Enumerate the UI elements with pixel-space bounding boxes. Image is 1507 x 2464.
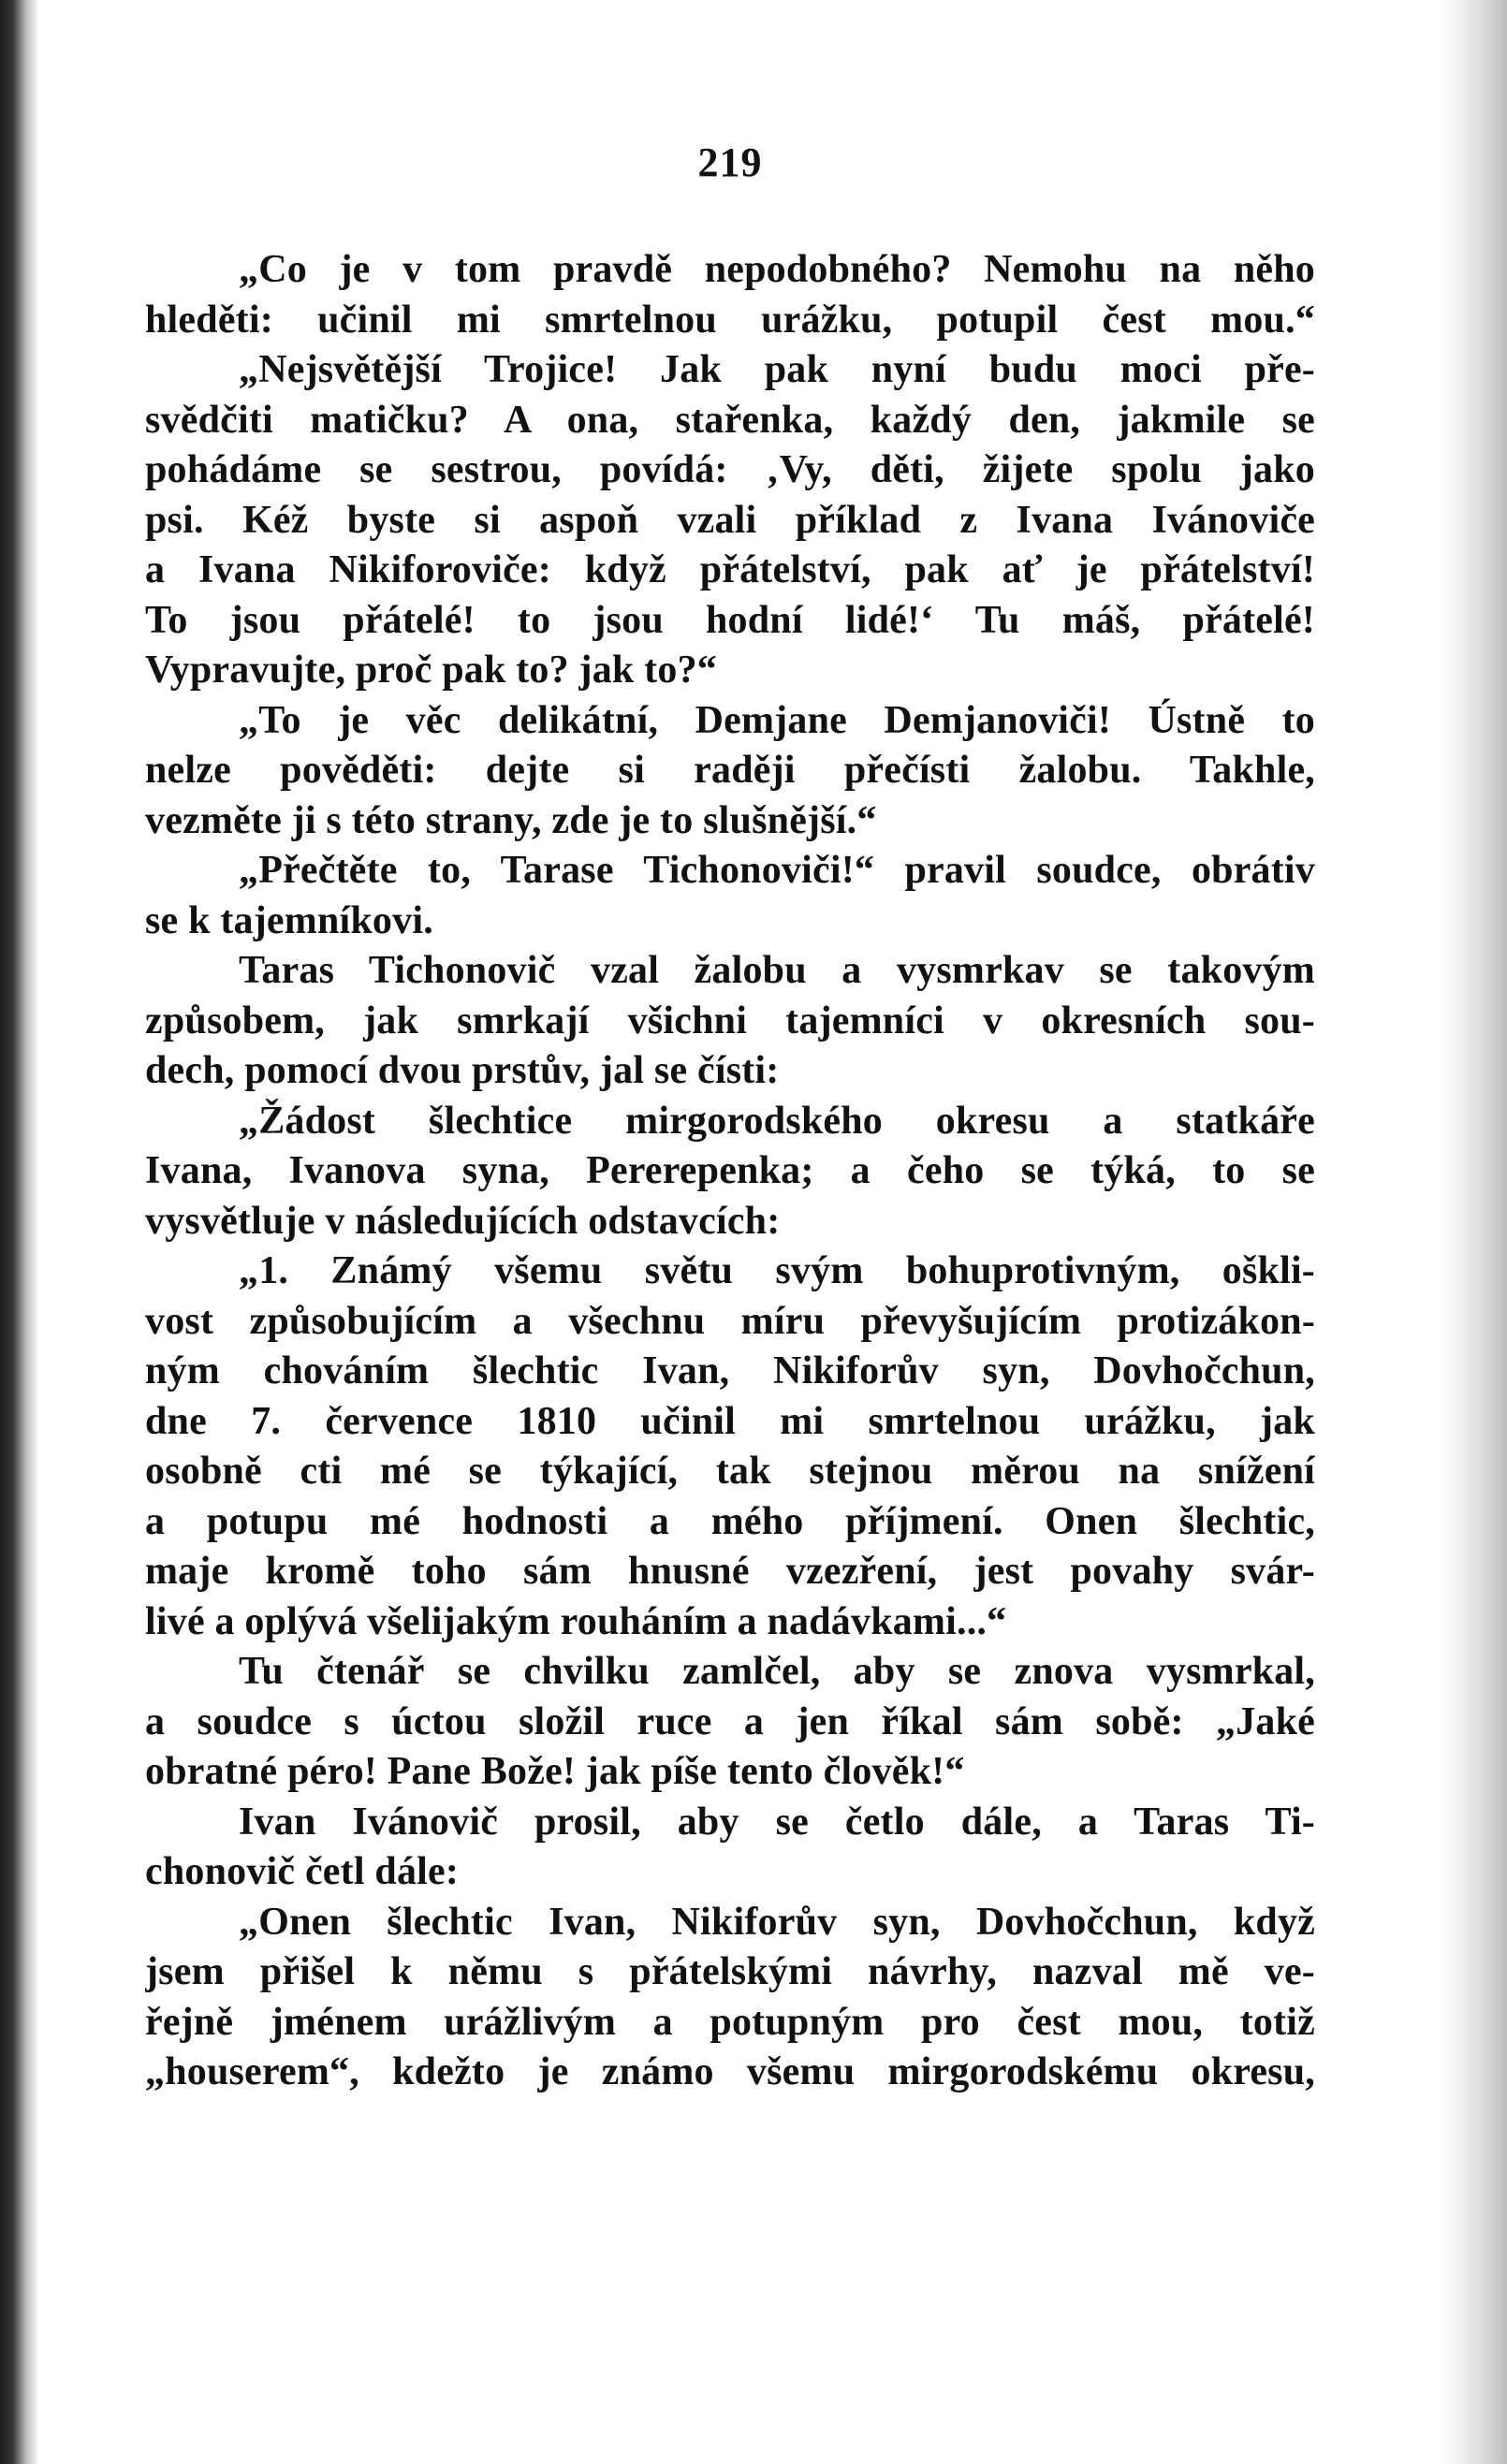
text-line: Vypravujte, proč pak to? jak to?“ xyxy=(145,649,717,692)
text-line: „Přečtěte to, Tarase Tichonoviči!“ pravil soudce, obrátiv xyxy=(239,849,1315,892)
text-line: osobně cti mé se týkající, tak stejnou měrou na snížení xyxy=(145,1450,1315,1493)
text-line: dech, pomocí dvou prstův, jal se čísti: xyxy=(145,1049,780,1092)
text-line: dne 7. července 1810 učinil mi smrtelnou urážku, jak xyxy=(145,1399,1315,1443)
scan-shadow-left xyxy=(0,0,37,2464)
text-line: vysvětluje v následujících odstavcích: xyxy=(145,1199,781,1243)
text-line: „houserem“, kdežto je známo všemu mirgorodskému okresu, xyxy=(145,2050,1315,2093)
text-line: maje kromě toho sám hnusné vzezření, jest povahy svár- xyxy=(145,1550,1315,1593)
text-line: livé a oplývá všelijakým rouháním a nadávkami...“ xyxy=(145,1599,1007,1643)
text-line: obratné péro! Pane Bože! jak píše tento člověk!“ xyxy=(145,1750,965,1793)
text-line: a soudce s úctou složil ruce a jen říkal sám sobě: „Jaké xyxy=(145,1699,1315,1743)
text-line: „Žádost šlechtice mirgorodského okresu a statkáře xyxy=(239,1099,1315,1143)
text-line: a Ivana Nikiforoviče: když přátelství, pak ať je přátelství! xyxy=(145,548,1315,591)
body-text xyxy=(145,245,1315,2098)
text-line: Ivan Ivánovič prosil, aby se četlo dále, a Taras Ti- xyxy=(239,1800,1315,1844)
text-line: „To je věc delikátní, Demjane Demjanoviči! Ústně to xyxy=(239,698,1315,742)
text-line: „1. Známý všemu světu svým bohuprotivným, oškli- xyxy=(239,1249,1315,1292)
text-line: „Nejsvětější Trojice! Jak pak nyní budu moci pře- xyxy=(239,348,1315,391)
text-line: „Onen šlechtic Ivan, Nikiforův syn, Dovhočchun, když xyxy=(239,1900,1315,1944)
text-line: se k tajemníkovi. xyxy=(145,898,433,942)
text-line: chonovič četl dále: xyxy=(145,1850,460,1893)
page-number: 219 xyxy=(697,139,763,185)
text-line: řejně jménem urážlivým a potupným pro čest mou, totiž xyxy=(145,2000,1315,2044)
text-line: Taras Tichonovič vzal žalobu a vysmrkav se takovým xyxy=(239,949,1315,992)
text-line: vost způsobujícím a všechnu míru převyšujícím protizákon- xyxy=(145,1299,1315,1343)
text-line: a potupu mé hodnosti a mého příjmení. Onen šlechtic, xyxy=(145,1499,1315,1543)
text-line: To jsou přátelé! to jsou hodní lidé!‘ Tu máš, přátelé! xyxy=(145,598,1315,642)
scan-shadow-right xyxy=(1441,0,1507,2464)
text-line: jsem přišel k němu s přátelskými návrhy, nazval mě ve- xyxy=(145,1950,1315,1993)
text-line: nelze pověděti: dejte si raději přečísti žalobu. Takhle, xyxy=(145,749,1315,792)
text-line: Tu čtenář se chvilku zamlčel, aby se znova vysmrkal, xyxy=(239,1650,1315,1693)
text-line: způsobem, jak smrkají všichni tajemníci v okresních sou- xyxy=(145,999,1315,1042)
text-line: vezměte ji s této strany, zde je to slušnější.“ xyxy=(145,798,877,842)
text-line: „Co je v tom pravdě nepodobného? Nemohu na něho xyxy=(239,248,1315,291)
text-line: psi. Kéž byste si aspoň vzali příklad z Ivana Ivánoviče xyxy=(145,498,1315,542)
text-line: Ivana, Ivanova syna, Pererepenka; a čeho se týká, to se xyxy=(145,1149,1315,1192)
book-page xyxy=(145,0,1315,2464)
text-line: svědčiti matičku? A ona, stařenka, každý den, jakmile se xyxy=(145,398,1315,442)
text-line: hleděti: učinil mi smrtelnou urážku, potupil čest mou.“ xyxy=(145,298,1315,342)
text-line: ným chováním šlechtic Ivan, Nikiforův syn, Dovhočchun, xyxy=(145,1349,1315,1392)
text-line: pohádáme se sestrou, povídá: ‚Vy, děti, žijete spolu jako xyxy=(145,448,1315,491)
